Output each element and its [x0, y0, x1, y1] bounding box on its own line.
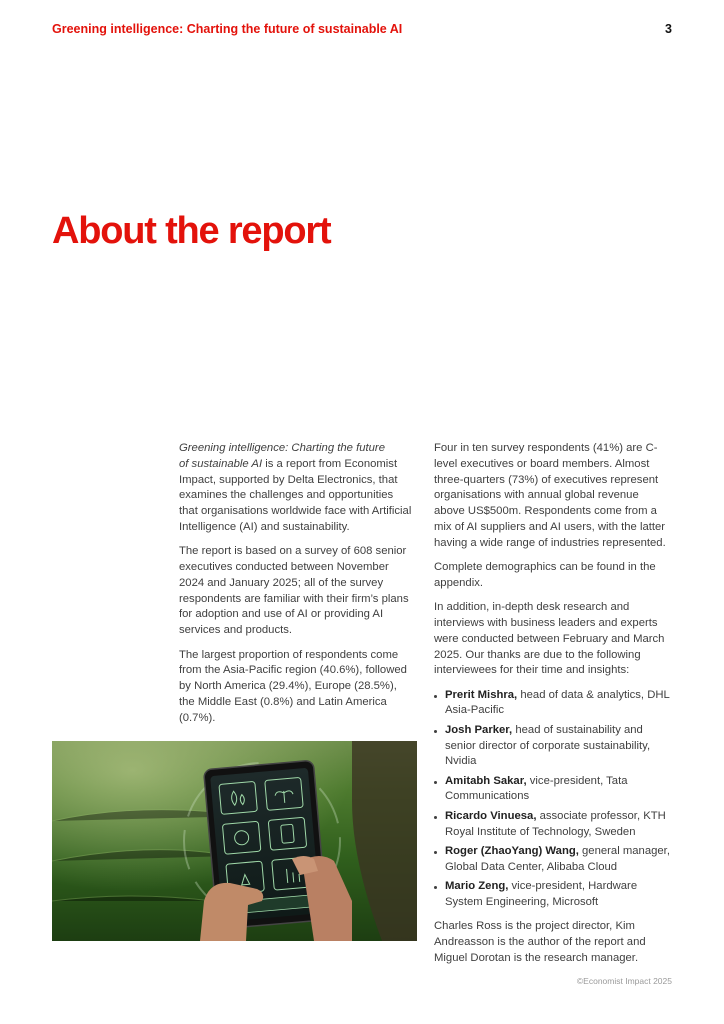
interviewee-role: general manager, Global Data Center, Alibaba Cloud	[445, 844, 670, 873]
report-title-italic-line1: Greening intelligence: Charting the future	[179, 442, 385, 454]
interviewee-name: Josh Parker,	[445, 723, 513, 736]
credits-paragraph: Charles Ross is the project director, Kim Andreasson is the author of the report and Miguel Dorotan is the research manager.	[434, 920, 646, 964]
list-item	[434, 688, 670, 720]
interviewee-role: associate professor, KTH Royal Institute of Technology, Sweden	[445, 809, 666, 838]
interviews-paragraph: In addition, in-depth desk research and interviews with business leaders and experts were conducted between February and March 2025. Our thanks are due to the following interviewees for their time and insights:	[434, 601, 665, 677]
interviewee-name: Ricardo Vinuesa,	[445, 809, 537, 822]
interviewee-list	[434, 688, 670, 911]
list-item	[434, 879, 670, 911]
copyright-footer: ©Economist Impact 2025	[576, 976, 672, 986]
respondents-paragraph: Four in ten survey respondents (41%) are C-level executives or board members. Almost three-quarters (73%) of executives represent organisations with annual global revenue above US$500m. Respondents come from a mix of AI suppliers and AI users, with the latter having a wide range of industries represented.	[434, 442, 666, 549]
interviewee-role: vice-president, Hardware System Engineering, Microsoft	[445, 879, 638, 908]
page-number: 3	[665, 22, 672, 36]
interviewee-name: Prerit Mishra,	[445, 688, 518, 701]
tablet-in-field-photo	[52, 741, 417, 941]
regions-paragraph: The largest proportion of respondents come from the Asia-Pacific region (40.6%), followed by North America (29.4%), Europe (28.5%), the Middle East (0.8%) and Latin America (0.7%).	[179, 648, 407, 724]
interviewee-role: head of data & analytics, DHL Asia-Pacific	[445, 688, 670, 717]
left-text-column	[179, 441, 415, 735]
intro-text: is a report from Economist Impact, supported by Delta Electronics, that examines the challenges and opportunities that organisations worldwide face with Artificial Intelligence (AI) and sustainability.	[179, 457, 412, 533]
interviewee-role: head of sustainability and senior director of corporate sustainability, Nvidia	[445, 723, 651, 768]
interviewee-role: vice-president, Tata Communications	[445, 774, 628, 803]
demographics-paragraph: Complete demographics can be found in the appendix.	[434, 561, 656, 589]
page-title: About the report	[52, 210, 331, 252]
interviewee-name: Mario Zeng,	[445, 879, 509, 892]
list-item	[434, 844, 670, 876]
list-item	[434, 809, 670, 841]
intro-paragraph	[179, 441, 415, 536]
report-title-italic-line2: of sustainable AI	[179, 457, 263, 470]
interviewee-name: Roger (ZhaoYang) Wang,	[445, 844, 579, 857]
running-header-title: Greening intelligence: Charting the future of sustainable AI	[52, 22, 403, 36]
list-item	[434, 774, 670, 806]
right-text-column	[434, 441, 670, 975]
survey-paragraph: The report is based on a survey of 608 senior executives conducted between November 2024 and January 2025; all of the survey respondents are familiar with their firm’s plans for adoption and use of AI or providing AI services and products.	[179, 545, 409, 637]
list-item	[434, 723, 670, 770]
interviewee-name: Amitabh Sakar,	[445, 774, 527, 787]
